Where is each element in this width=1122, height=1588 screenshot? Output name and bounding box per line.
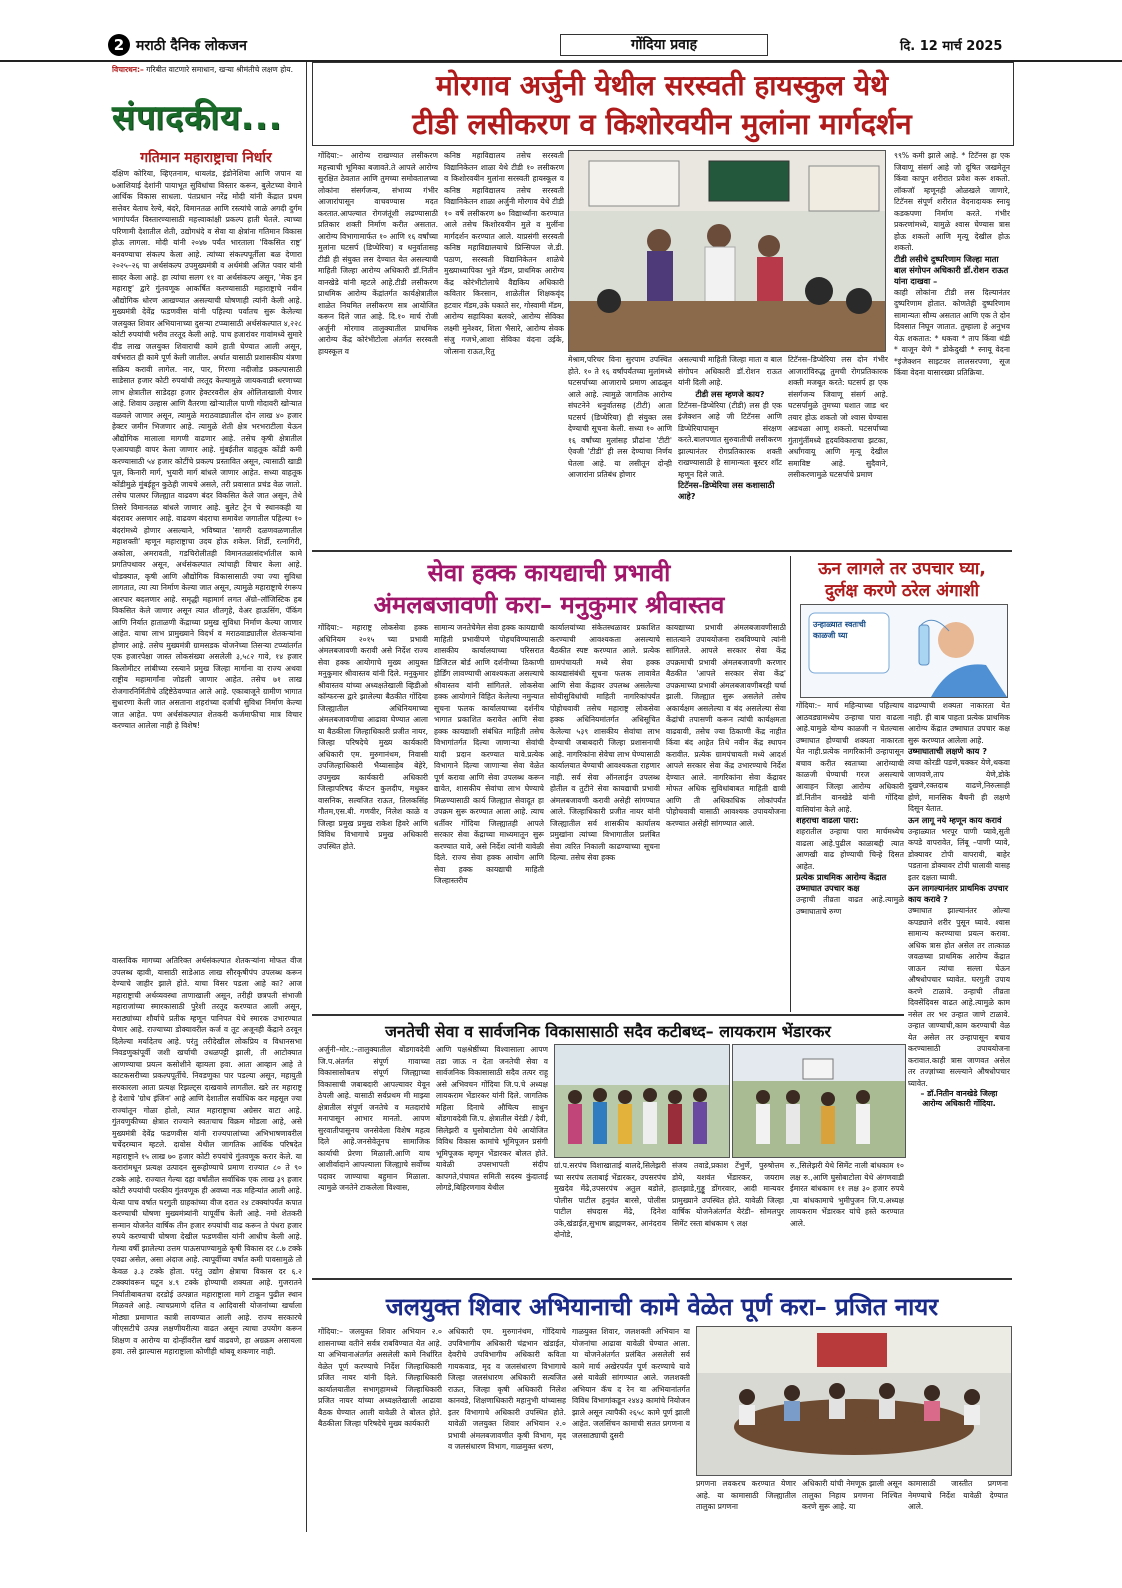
story1-col5: ९९% कमी झाले आहे. * टिटॅनस हा एक जिवाणू संसर्ग आहे जो दूषित जखमेतून किंवा कापून शरीरात प्रवेश करू शकतो. लॉकजॉ म्हणूनही ओळखले जाणारे, टिटॅनस संपूर्ण शरीरात वेदनादायक स्नायू कडकपणा निर्माण करते. गंभीर प्रकरणांमध्ये, यामुळे श्वास घेण्यास त्रास होऊ शकतो आणि मृत्यू देखील होऊ शकतो. [894,151,1010,252]
story4-col1: अर्जुनी–मोर.:–तालुक्यातील बोंडगावदेवी जि.प.अंतर्गत संपूर्ण गावाच्या विकासासोबतच संपूर्ण जिल्ह्याच्या विकासाची जबाबदारी आपल्यावर येवून ठेपली आहे. यासाठी सर्वप्रथम मी माझ्या क्षेत्रातील संपूर्ण जनतेचे व मतदारांचे मनापासून आभार मानतो. आपण सुरवातीपासूनच जनसेवेला विशेष महत्व दिले आहे.जनसेवेतूनच सामाजिक कार्याची प्रेरणा मिळाली.आणि याच आशीर्वादाने आपल्याला जिल्ह्याचे सर्वोच्च पदावर जाण्याचा बहुमान मिळाला. त्यामुळे जनतेने टाकलेला विश्वास, [318,1045,430,1192]
story5-caption1: प्रगणना लवकरच करण्यात येणार आहे. या कामासाठी जिल्ह्यातील तालुका प्रगणना [696,1479,796,1511]
story1-caption-col1: मेश्राम,परिचर विना सुरपाम उपस्थित होते. १० ते १६ वर्षांपर्यंतच्या मुलांमध्ये घटसर्पाच्या आजाराचे प्रमाण आढळून आले आहे. त्यामुळे जागतिक आरोग्य संघटनेने धनुर्वातसह (टीटी) आता घटसर्प (डिप्थेरिया) ही संयुक्त लस देण्याची सूचना केली. सध्या १० आणि १६ वर्षांच्या मुलांसह प्रौढांना 'टीटी' ऐवजी 'टीडी' ही लस देण्याचा निर्णय घेतला आहे. या लसीतून दोन्ही आजारांना प्रतिबंध होणार [568,355,672,479]
story3-signature-name: – डॉ.नितीन वानखेडे जिल्हा [920,1089,998,1098]
story1-sub3: टीडी लसीचे दुष्परिणाम जिल्हा माता बाल संगोपन अधिकारी डॉ.रोशन राऊत यांना दाखवा – [894,253,1009,286]
thought-text: गरिबीत वाटणारे समाधान, खऱ्या श्रीमंतीचे लक्षण होय. [146,65,294,74]
story4-top-rule [312,1014,904,1016]
meeting-photo-icon [697,1327,1011,1475]
story4-photo2 [732,1044,906,1158]
story2-top-rule [312,550,1012,552]
page-number: 2 [108,34,130,56]
story2-col3: कार्यालयांच्या संकेतस्थळावर प्रकाशित करण्याची आवश्यकता असल्याचे बैठकीत स्पष्ट करण्यात आले. प्रत्येक ग्रामपंचायती मध्ये सेवा हक्क कायद्यासंबंधी सूचना फलक लावावेत आणि सेवा केंद्रावर उपलब्ध असलेल्या सोयीसुविधांची माहिती नागरिकांपर्यंत पोहोचवावी तसेच महाराष्ट्र लोकसेवा हक्क अधिनियमांतर्गत अधिसूचित केलेल्या ५३९ शासकीय सेवांचा लाभ देण्याची जबाबदारी जिल्हा प्रशासनाची आहे. नागरिकांना सेवेचा लाभ घेण्यासाठी कार्यालयात येण्याची आवश्यकता राहणार नाही. सर्व सेवा ऑनलाईन उपलब्ध होतील व तुटीने सेवा कायद्याची प्रभावी अंमलबजावणी करावी असेही सांगण्यात आले. जिल्हाधिकारी प्रजीत नायर यांनी जिल्ह्यातील सर्व शासकीय कार्यालय प्रमुखांना त्यांच्या विभागातील प्रलंबित सेवा त्वरित निकाली काढण्याच्या सूचना दिल्या. तसेच सेवा हक्क [550,623,660,862]
story4-col2: आणि पक्षश्रेष्ठींच्या विश्वासाला आपण तडा जाऊ न देता जनतेची सेवा व सार्वजनिक विकासासाठी सदैव तत्पर राहू असे अभिवचन गोंदिया जि.प.चे अध्यक्ष लायकराम भेंडारकर यांनी दिले. जागतिक महिला दिनाचे औचित्य साधुन बोंडगावदेवी जि.प. क्षेत्रातील येरंडी / देवी, सिलेझरी व घुसोबाटोला येथे आयोजित विविध विकास कामांचे भूमिपूजन प्रसंगी भूमिपूजक म्हणून भेंडारकर बोलत होते. यावेळी उपसभापती संदीप कापगते,पंचायत समिती सदस्य कुंदाताई लोगडे,बिहिरणगाव येथील [436,1045,548,1192]
story5-headline: जलयुक्त शिवार अभियानाची कामे वेळेत पूर्ण करा– प्रजित नायर [385,1293,939,1321]
story5-col1: गोंदिया:– जलयुक्त शिवार अभियान २.० शासनाच्या वतीने सर्वत्र राबविण्यात येत आहे. या अभियानाअंतर्गत असलेली कामे निर्धारित वेळेत पूर्ण करण्याचे निर्देश जिल्हाधिकारी प्रजित नायर यांनी दिले. जिल्हाधिकारी कार्यालयातील सभागृहामध्ये जिल्हाधिकारी प्रजित नायर यांच्या अध्यक्षतेखाली आढावा बैठक घेण्यात आली यावेळी ते बोलत होते. बैठकीला जिल्हा परिषदेचे मुख्य कार्यकारी [318,1327,442,1428]
story1-col2: कनिष्ठ महाविद्यालय तसेच सरस्वती विद्यानिकेतन शाळा येथे टीडी १० लसीकरण व किशोरवयीन मुलांना सरस्वती हायस्कूल व कनिष्ठ महाविद्यालय तसेच सरस्वती विद्यानिकेतन शाळा अर्जुनी मोरगाव येथे टीडी १० वर्षे लसीकरण ७० विद्यार्थ्यांना करण्यात आले तसेच किशोरवयीन मुले व मुलींना मार्गदर्शन करण्यात आले. याप्रसंगी सरस्वती कनिष्ठ महाविद्यालयाचे प्रिन्सिपल जे.डी. पठाण, सरस्वती विद्यानिकेतन शाळेचे मुख्याध्यापिका भुते मॅडम, प्राथमिक आरोग्य केंद्र कोरंभीटोलाचे वैद्यकिय अधिकारी कवितार किरसान, शाळेतील शिक्षकवृंद हटवार मॅडम,उके घकाते सर, गोस्वामी मॅडम, आरोग्य सहायिका बलवरे, आरोग्य सेविका लक्ष्मी मुनेश्वर, शिला भैसारे, आरोग्य सेवक संजु गजभे,आशा सेविका वंदना उईके, जोत्सना राऊत,रितु [444,151,564,356]
story2-col1: गोंदिया:– महाराष्ट्र लोकसेवा हक्क अधिनियम २०१५ च्या प्रभावी अंमलबजावणी करावी असे निर्देश राज्य सेवा हक्क आयोगाचे मुख्य आयुक्त मनुकुमार श्रीवास्तव यांनी दिले. मनुकुमार श्रीवास्तव यांच्या अध्यक्षतेखाली व्हिडीओ कॉन्फरन्स द्वारे झालेल्या बैठकीत गोंदिया जिल्ह्यातील अधिनियमाच्या अंमलबजावणीचा आढावा घेण्यात आला या बैठकीला जिल्हाधिकारी प्रजीत नायर, जिल्हा परिषदेचे मुख्य कार्यकारी अधिकारी एम. मुरुगानंथम, निवासी उपजिल्हाधिकारी भैय्यासाहेब बेहेरे, उपमुख्य कार्यकारी अधिकारी जिल्हापरिषद कॅप्टन कुलदीप, मधुकर वासनिक, सल्वजित राऊत, तिलकसिंह गौतम,एस.बी. गणवीर, निलेश काळे व जिल्हा प्रमुख प्रमुख राकेश हिवरे आणि विविध विभागाचे प्रमुख अधिकारी उपस्थित होते. [318,623,428,851]
story5-top-rule [312,1278,1012,1280]
story3-sub5: ऊन लागल्यानंतर प्राथमिक उपचार काय करावे ? [908,883,1009,904]
story1-col5-group [894,150,1010,544]
story1-col5b: काही लोकांना टीडी लस दिल्यानंतर दुष्परिणाम होतात. कोणतेही दुष्परिणाम सामान्यतः सौम्य असतात आणि एक ते दोन दिवसात निघून जातात. तुम्हाला हे अनुभव येऊ शकतात: * थकवा * ताप किंवा थंडी * वाजून येणे * डोकेदुखी * स्नायू वेदना *इंजेक्शन साइटवर लालसरपणा, सूज किंवा वेदना यासारख्या प्रतिक्रिया. [894,287,1010,377]
story3-photo [800,604,1008,698]
story4-headline: जनतेची सेवा व सार्वजनिक विकासासाठी सदैव कटीबध्द– लायकराम भेंडारकर [385,1022,831,1041]
story4-caption3: रु.,सिलेझरी येथे सिमेंट नाली बांधकाम १० लक्ष रु.,आणि घुसोबाटोला येथे अंगणवाडी ईमारत बांधकाम ११ लक्ष ३० हजार रुपये ,या बांधकामाचे भुमीपुजन जि.प.अध्यक्ष लायकराम भेंडारकर यांचे हस्ते करण्यात आले. [790,1161,904,1228]
editorial-banner [112,93,300,149]
story4-caption1: ग्रां.प.सरपंच विशाखाताई बालदे,सिलेझरी च्या सरपंच लताबाई भेंडारकर, उपसरपंच मुखदेव मेंढे,उपसरपंच अतुल बडोले, पोलीस पाटील हनुवंत बारसे, पोलीस पाटील संघदास मेंढे, दिनेश उके,खंडाईत,सुभाष ब्राह्मणकर, आनंदराव दोनोडे, [554,1161,666,1239]
story1-headline-line2: टीडी लसीकरण व किशोरवयीन मुलांना मार्गदर्शन [412,107,912,141]
group-photo-icon [555,1045,729,1157]
paper-name: मराठी दैनिक लोकजन [136,38,247,54]
story3-col1: गोंदिया:– मार्च महिन्याच्या पहिल्याच आठवड्यामध्येच उन्हाचा पारा वाढला आहे.यामुळे योग्य काळजी न घेतल्यास उष्माघात होण्याची शक्यता नाकारता येत नाही.प्रत्येक नागरिकांनी उन्हापासून बचाव करीत स्वतःच्या आरोग्याची काळजी घेण्याची गरज असल्याचे आवाहन जिल्हा आरोग्य अधिकारी डॉ.नितीन वानखेडे यांनी गोंदिया वासियांना केले आहे. [796,701,904,814]
story3-col2b: त्वचा कोरडी पडणे,चक्कर येणे,थकवा जाणवणे,ताप येणे,डोके दुखणे,रक्तदाब वाढणे,निरुत्साही होणे, मानसिक बैचनी ही लक्षणे दिसून येतात. [908,758,1010,813]
story3-signature-role: आरोग्य अधिकारी गोंदिया. [922,1099,996,1108]
story3-col2: वाढण्याची शक्यता नाकारता येत नाही. ही बाब पाहता प्रत्येक प्राथमिक आरोग्य केंद्रात उष्माघात उपचार कक्ष सुरू करण्यात आलेला आहे. [908,701,1010,745]
story1-sub1: टीडी लस म्हणजे काय? [695,388,765,399]
editorial-banner-text: संपादकीय... [112,98,283,138]
story3-image-text: उन्हाळ्यात स्वतःची काळजी घ्या [813,620,866,640]
classroom-photo-icon [569,151,885,351]
story3-col1c: उन्हाची तीव्रता वाढत आहे.त्यामुळे उष्माघाताचे रुग्ण [796,895,904,916]
story1-caption-col2-group [678,354,782,544]
story1-sub2: टिटॅनस–डिप्थेरिया लस कशासाठी आहे? [678,480,775,501]
story1-photo [568,150,886,352]
story3-sub4: ऊन लागू नये म्हणून काय करावं [908,814,1002,825]
ceremony-photo-icon [733,1045,905,1157]
story2-col4: कायद्याच्या प्रभावी अंमलबजावणीसाठी सातत्याने उपाययोजना राबविण्याचे त्यांनी सांगितले. आपले सरकार सेवा केंद्र उपक्रमाची प्रभावी अंमलबजावणी करणार बैठकीत 'आपले सरकार सेवा केंद्र' उपक्रमाच्या प्रभावी अंमलबजावणीबरही चर्चा झाली. जिल्ह्यात सुरू असलेले तसेच अकार्यक्षम असलेल्या व बंद असलेल्या सेवा केंद्रांची तपासणी करून त्यांची कार्यक्षमता वाढवावी, तसेच ज्या ठिकाणी केंद्र नाहीत किंवा बंद आहेत तिथे नवीन केंद्र स्थापन करावीत. प्रत्येक ग्रामपंचायती मध्ये आदर्श आपले सरकार सेवा केंद्र उभारण्याचे निर्देश देण्यात आले. नागरिकांना सेवा केंद्रावर मोफत अधिक सुविधांबाबत माहिती द्यावी आणि ती अधिकाधिक लोकांपर्यंत पोहोचवावी यासाठी आवश्यक उपाययोजना करण्यात असेही सांगण्यात आले. [666,623,786,828]
editorial-para1: दक्षिण कोरिया, व्हिएतनाम, थायलंड, इंडोनेशिया आणि जपान या ७आशियाई देशांनी पायाभूत सुविधांचा विस्तार करून, बुलेटच्या वेगाने आर्थिक विकास साधला. पंतप्रधान नरेंद्र मोदी यांनी केंद्रात प्रथम सत्तेवर येताच रेल्वे, बंदरे, विमानतळ आणि रस्त्यांचे जाळे अगदी दुर्गम भागांपर्यंत विस्तारण्यासाठी महत्त्वाकांक्षी प्रकल्प हाती घेतले. त्याच्या परिणामी देशातील शेती, उद्योगधंदे व सेवा या क्षेत्रांना गतिमान विकास होऊ लागला. मोदी यांनी २०४७ पर्यंत भारताला 'विकसित राष्ट्र' बनवण्याचा संकल्प केला आहे. त्यांच्या संकल्पपूर्तीला बळ देणारा २०२५–२६ चा अर्थसंकल्प उपमुख्यमंत्री व अर्थमंत्री अजित पवार यांनी सादर केला आहे. हा त्यांचा सलग ११ वा अर्थसंकल्प असून, 'मेक इन महाराष्ट्र' द्वारे गुंतवणूक आकर्षित करण्यासाठी महाराष्ट्राचे नवीन औद्योगिक धोरण आखण्यात असल्याची घोषणाही त्यांनी केली आहे. मुख्यमंत्री देवेंद्र फडणवीस यांनी पहिल्या पर्वातच सुरू केलेल्या जलयुक्त शिवार अभियानाच्या दुसऱ्या टप्प्यासाठी अर्थसंकल्पात ४,२२८ कोटी रुपयांची भरीव तरतूद केली आहे. पाच हजारांवर गावांमध्ये सुमारे दीड लाख जलयुक्त शिवाराची कामे हाती घेण्यात आली असून, वर्षभरात ही कामे पूर्ण केली जातील. अर्थात यासाठी प्रशासकीय यंत्रणा सक्रिय करावी लागेल. नार, पार, गिरणा नदीजोड प्रकल्पासाठी साडेसात हजार कोटी रुपयांची तरतूद केल्यामुळे जायकवाडी धरणाच्या लाभ क्षेत्रातील साडेदहा हजार हेक्टरवरील क्षेत्र ओलिताखाली येणार आहे. शिवाय उल्हास आणि वैतरणा खोऱ्यातील पाणी गोदावरी खोऱ्यात वळवले जाणार असून, त्यामुळे मराठवाड्यातील दोन लाख ४० हजार हेक्टर जमीन भिजणार आहे. त्यामुळे शेती क्षेत्र भरभराटीला येऊन औद्योगिक मालाला मागणी वाढणार आहे. तसेच कृषी क्षेत्रातील एआयचाही वापर केला जाणार आहे. मुंबईतील वाहतूक कोंडी कमी करण्यासाठी ५४ हजार कोटींचे प्रकल्प प्रस्तावित असून, त्यासाठी खाडी पूल, किनारी मार्ग, भुयारी मार्ग बांधले जाणार आहेत. सध्या वाहतूक कोंडीमुळे मुंबईहून कुठेही जायचे असले, तरी प्रवासात प्रचंड वेळ जातो. तसेच पालघर जिल्ह्यात वाढवण बंदर विकसित केले जात असून, तेथे तिसरे विमानतळ बांधले जाणार आहे. बुलेट ट्रेन चे स्थानकही या बंदरावर असणार आहे. वाढवण बंदराचा समावेश जगातील पहिल्या १० बंदरांमध्ये होणार असल्याने, भविष्यात 'सागरी दळणवळणातील महाशक्ती' म्हणून महाराष्ट्राचा उदय होऊ शकेल. शिर्डी, रत्नागिरी, अकोला, अमरावती, गडचिरोलीतही विमानतळासंदर्भातील कामे प्रगतिपथावर असून, अर्थसंकल्पात त्यांचाही विचार केला आहे. थोडक्यात, कृषी आणि औद्योगिक विकासासाठी ज्या ज्या सुविधा लागतात, त्या त्या निर्माण केल्या जात असून, त्यामुळे महाराष्ट्राचे रंगरूप आरपार बदलणार आहे. समृद्धी महामार्ग लगत ॲग्रो–लॉजिस्टिक हब विकसित केले जाणार असून त्यात शीतगृहे, वेअर हाऊसिंग, पॅकिंग आणि निर्यात हाताळणी केंद्राच्या प्रमुख सुविधा निर्माण केल्या जाणार आहेत. याचा लाभ प्रामुख्याने विदर्भ व मराठवाड्यातील शेतकऱ्यांना होणार आहे. तसेच मुख्यमंत्री ग्रामसडक योजनेच्या तिसऱ्या टप्प्यांतर्गत एक हजारपेक्षा जास्त लोकसंख्या असलेली ३,५८२ गावे, १४ हजार किलोमीटर लांबीच्या रस्त्याने प्रमुख जिल्हा मार्गाना वा राज्य अथवा राष्ट्रीय महामार्गांना जोडली जाणार आहेत. तसेच ७१ लाख रोजगारनिर्मितीचे उद्दिष्टेठेवण्यात आले आहे. एकाबाजूने ग्रामीण भागात सुधारणा केली जात असताना शहरांच्या दर्जाची सुविधा निर्माण केल्या जात आहेत. पण अर्थसंकल्पात शेतकरी कर्जमाफीचा मात्र विचार करण्यात आलेला नाही हे विशेष! [112,169,302,730]
story3-col1-group [796,700,904,1010]
story1-caption-col2b: टिटॅनस–डिप्थेरिया (टीडी) लस ही एक इंजेक्शन आहे जी टिटॅनस आणि डिप्थेरियापासून संरक्षण करते.बालपणात सुरुवातीची लसीकरण झाल्यानंतर रोगप्रतिकारक शक्ती राखण्यासाठी हे सामान्यतः बूस्टर शॉट म्हणून दिले जाते. [678,400,782,479]
story5-col2: अधिकारी एम. मुरुगानंथम, गोंदियाचे उपविभागीय अधिकारी चंद्रभान खंडाईत, देवरीचे उपविभागीय अधिकारी कविता गायकवाड, मृद व जलसंधारण विभागाचे जिल्हा जलसंधारण अधिकारी सत्यजित राऊत, जिल्हा कृषी अधिकारी निलेश कानवडे, शिक्षणाधिकारी महानुभी यांच्यासह इतर विभागाचे अधिकारी उपस्थित होते. यावेळी जलयुक्त शिवार अभियान २.० प्रभावी अंमलबजावणीत कृषी विभाग, मृद व जलसंधारण विभाग, गाळमुक्त धरण, [448,1327,566,1451]
thought-of-day [112,64,300,88]
story5-photo [696,1326,1012,1476]
story5-caption3: कामासाठी जास्तीत प्रगणना नेमण्याचे निर्देश यावेळी देण्यात आले. [908,1479,1008,1511]
story3-headline-line2: दुर्लक्ष करणे ठरेल अंगाशी [824,581,980,601]
section-name: गोंदिया प्रवाह [560,34,768,56]
story5-col3: गाळयुक्त शिवार, जलशक्ती अभियान या योजनांचा आढावा यावेळी घेण्यात आला. या योजनेअंतर्गत प्रलंबित असलेली सर्व कामे मार्च अखेरपर्यंत पूर्ण करण्याचे यावे असे यावेळी सांगण्यात आले. जलशक्ती अभियान कॅच द रेन या अभियानांतर्गत विविध विभागांकडून २४४३ कामांचे नियोजन झाले असून त्यापैकी २६५८ कामे पूर्ण झाली आहेत. जलसिंचन कामाची सतत प्रगणना व जलसाठ्याची दुसरी [572,1327,690,1440]
story5-caption2: अधिकारी यांची नेमणूक झाली असून तालुका निहाय प्रगणना निश्चित करणे सुरू आहे. या [802,1479,902,1511]
story2-headline-line2: अंमलबजावणी करा– मनुकुमार श्रीवास्तव [373,591,725,619]
story3-col2d: उष्माघात झाल्यानंतर ओल्या कपड्याने शरीर पुसून घ्यावे. श्वास सामान्य करण्याचा प्रयत्न करावा. अधिक त्रास होत असेल तर तात्काळ जवळच्या प्राथमिक आरोग्य केंद्रात जाऊन त्यांचा सल्ला घेऊन औषधोपचार घ्यावेत. घरगुती उपाय करणे टाळावे. उन्हाची तीव्रता दिवसेंदिवस वाढत आहे.त्यामुळे काम नसेल तर भर उन्हात जाणे टाळावे. उन्हात जाण्याची,काम करण्याची वेळ येत असेल तर उन्हापासून बचाव करण्यासाठी उपाययोजना करावात.काही त्रास जाणवत असेल तर तज्ज्ञांच्या सल्ल्याने औषधोपचार घ्यावेत. [908,906,1010,1088]
story4-photo1 [554,1044,730,1158]
editorial-title: गतिमान महाराष्ट्राचा निर्धार [140,150,272,166]
story4-caption2: संजय तवाडे,प्रकाश टेंभुर्णे, पुरुषोत्तम डोये, यशवंत भेंडारकर, जयराम हातझाडे,गुड्डू डोंगरवार, आदी मान्यवर प्रामुख्याने उपस्थित होते. यावेळी जिल्हा वार्षिक योजनेअंतर्गत येरंडी– सोमलपुर सिमेंट रस्ता बांधकाम ९ लक्ष [672,1161,784,1228]
story3-sub1: शहराचा वाढला पारा: [796,815,859,825]
story3-divider [790,556,791,1012]
story3-col1b: शहरातील उन्हाचा पारा मार्चमध्येच वाढला आहे.पुढील काळाबद्दी त्यात आणखी वाढ होण्याची चिन्हे दिसत आहेत. [796,827,904,871]
story1-headline-line1: मोरगाव अर्जुनी येथील सरस्वती हायस्कुल येथे [435,69,889,102]
story3-col2c: उन्हाळ्यात भरपूर पाणी प्यावे,सुती कपडे वापरावेत, लिंबू –पाणी प्यावे, डोक्यावर टोपी वापरावी, बाहेर पडताना डोक्यावर टोपी घालावी यासह इतर दक्षता घ्यावी. [908,826,1010,882]
story2-col2: सामान्य जनतेचेमेल सेवा हक्क कायद्याची माहिती प्रभावीपणे पोहचविण्यासाठी शासकीय कार्यालयाच्या परिसरात डिजिटल बोर्ड आणि दर्शनीच्या ठिकाणी होर्डिंग लावण्याची आवश्यकता असल्याचे श्रीवास्तव यांनी सांगितले. लोकसेवा हक्क आयोगाने विहित केलेल्या नमुन्यात सूचना फलक कार्यालयाच्या दर्शनीय भागात प्रकाशित करावेत आणि सेवा हक्क कायद्याशी संबंधित माहिती तसेच विभागांतर्गत दिल्या जाणाऱ्या सेवांची यादी प्रदान करण्यात यावे.प्रत्येक विभागाने दिल्या जाणाऱ्या सेवा वेळेत पूर्ण करावा आणि सेवा उपलब्ध करून द्यावेत, शासकीय सेवांचा लाभ घेण्याचे मिळण्यासाठी कार्य जिल्ह्यात सेवादूत हा उपक्रम सुरू करण्यात आला आहे. त्याच धर्तीवर गोंदिया जिल्ह्यातही आपले सरकार सेवा केंद्राच्या माध्यमातून सुरू करण्यात यावे, असे निर्देश त्यांनी यावेळी दिले. राज्य सेवा हक्क आयोग आणि सेवा हक्क कायद्याची माहिती जिल्हास्तरीय [434,623,544,885]
story3-sub3: उष्माघाताची लक्षणे काय ? [908,746,987,756]
story1-caption-col2: असल्याची माहिती जिल्हा माता व बाल संगोपन अधिकारी डॉ.रोशन राऊत यांनी दिली आहे. [678,355,782,387]
thought-label: विचारधन:– [112,65,144,74]
story2-headline-line1: सेवा हक्क कायद्याची प्रभावी [427,559,671,587]
issue-date: दि. 12 मार्च 2025 [900,39,1003,54]
story1-col1: गोंदिया:– आरोग्य राखण्यात लसीकरण महत्त्वाची भूमिका बजावते.ते आपले आरोग्य सुरक्षित ठेवतात आणि तुमच्या समोवतालच्या लोकांना संसर्गजन्य, संभाव्य गंभीर आजारांपासून वाचवण्यास मदत करतात.आपल्यात रोगजंतूंशी लढण्यासाठी प्रतिकार शक्ती निर्माण करीत असतात. आरोग्य विभागामार्फत १० आणि १६ वर्षांच्या मुलांना घटसर्प (डिप्थेरिया) व धनुर्वातासह टीडी ही संयुक्त लस देण्यात येत असल्याची माहिती जिल्हा आरोग्य अधिकारी डॉ.नितीन वानखेडे यांनी म्हटले आहे.टीडी लसीकरण प्राथमिक आरोग्य केंद्रांतर्गत कार्यक्षेत्रातील शाळेत नियमित लसीकरण सत्र आयोजित करून दिले जात आहे. दि.१० मार्च रोजी अर्जुनी मोरगाव तालुक्यातील प्राथमिक आरोग्य केंद्र कोरंभीटोला अंतर्गत सरस्वती हायस्कूल व [318,151,438,356]
story3-headline-line1: ऊन लागले तर उपचार घ्या, [818,559,986,579]
story1-caption-col3: टिटॅनस–डिप्थेरिया लस दोन गंभीर आजारांविरुद्ध तुमची रोगप्रतिकारक शक्ती मजबूत करते: घटसर्प हा एक संसर्गजन्य जिवाणू संसर्ग आहे. घटसर्पामुळे तुमच्या घशात जाड थर तयार होऊ शकतो जो श्वास घेण्यास अडथळा आणू शकतो. घटसर्पाच्या गुंतागुंतींमध्ये हृदयविकाराचा झटका, अर्धांगवायू आणि मृत्यू देखील समाविष्ट आहे. सुदैवाने, लसीकरणामुळे घटसर्पाचे प्रमाण [788,355,888,479]
story3-sub2: प्रत्येक प्राथमिक आरोग्य केंद्रात उष्माघात उपचार कक्ष [796,872,887,893]
editorial-para2: वास्तविक मागच्या अतिरिक्त अर्थसंकल्पात शेतकऱ्यांना मोफत वीज उपलब्ध व्हावी, यासाठी साडेआठ लाख सौरकृषीपंप उपलब्ध करून देण्याचे जाहीर झाले होते. याचा विसर पडला आहे का? आज महाराष्ट्राची अर्थव्यवस्था ताणाखाली असून, तरीही छत्रपती संभाजी महाराजांच्या स्मारकासाठी पुरेशी तरतूद करण्यात आली असून, मराठ्यांच्या शौर्याचे प्रतीक म्हणून पानिपत येथे स्मारक उभारण्यात येणार आहे. राज्याच्या डोक्यावरील कर्ज व तूट अजूनही केंद्राने ठरवून दिलेल्या मर्यादेतच आहे. परंतु तरीदेखील लोकप्रिय व विधानसभा निवडणुकांपूर्वी जशी खर्चाची उधळपट्टी झाली, ती आटोक्यात आणण्याचा प्रयत्न कसोशीने व्हायला हवा. आता आव्हान आहे ते काटकसरीच्या प्रकल्पपूर्तीचे. निवडणुका पार पडल्या असून, महायुती सरकारला आता प्रत्यक्ष रिझल्ट्स दाखवावे लागतील. खरे तर महाराष्ट्र हे देशाचे 'ग्रोथ इंजिन' आहे आणि देशातील सर्वाधिक कर महसूल ज्या राज्यांतून गोळा होतो, त्यात महाराष्ट्राचा अग्रेसर वाटा आहे. गुंतवणुकीच्या क्षेत्रात राज्याने स्वतःचाच विक्रम मोडला आहे, असे मुख्यमंत्री देवेंद्र फडणवीस यांनी राज्यपालांच्या अभिभाषणावरील चर्चेदरम्यान म्हटले. दावोस येथील जागतिक आर्थिक परिषदेत महाराष्ट्राने १५ लाख ७० हजार कोटी रुपयांचे गुंतवणूक करार केले. या करारांमधून प्रत्यक्ष उत्पादन सुरूहोण्याचे प्रमाण राज्यात ८० ते ९० टक्के आहे. राज्यात गेल्या दहा वर्षांतील सर्वाधिक एक लाख ३९ हजार कोटी रुपयांची परकीय गुंतवणूक ही अवघ्या नऊ महिन्यांत आली आहे. येत्या पाच वर्षात घरगुती ग्राहकांच्या वीज दरात २४ टक्क्यांपर्यंत कपात करण्याची घोषणा मुख्यमंत्र्यांनी यापूर्वीच केली आहे. नमो शेतकरी सन्मान योजनेत वार्षिक तीन हजार रुपयांची वाढ करून ते पंधरा हजार रुपये करण्याची घोषणा देखील फडणवीस यांनी आधीच केली आहे. गेल्या वर्षी झालेल्या उत्तम पाऊसपाण्यामुळे कृषी विकास दर ८.७ टक्के एवढा असेल, असा अंदाज आहे. त्यापूर्वीच्या वर्षात कमी पावसामुळे तो केवळ ३.३ टक्के होता. परंतु उद्योग क्षेत्राचा विकास दर ६.२ टक्क्यांवरून घटून ४.९ टक्के होण्याची शक्यता आहे. गुजरातने निर्यातीबाबतचा दरडोई उत्पन्नात महाराष्ट्राला मागे टाकून पुढील स्थान मिळवले आहे. त्याचप्रमाणे दलित व आदिवासी योजनांच्या खर्चाला मोठ्या प्रमाणात कात्री लावण्यात आली आहे. राज्य सरकारचे जीएसटीचे उत्पन्न लक्षणीयरीत्या वाढत असून त्याचा उपयोग करून शिक्षण व आरोग्य या दोन्हींवरील खर्च वाढवणे, हा अग्रक्रम असायला हवा. तसे झाल्यास महाराष्ट्राला कोणीही थांबवू शकणार नाही. [112,956,302,1356]
